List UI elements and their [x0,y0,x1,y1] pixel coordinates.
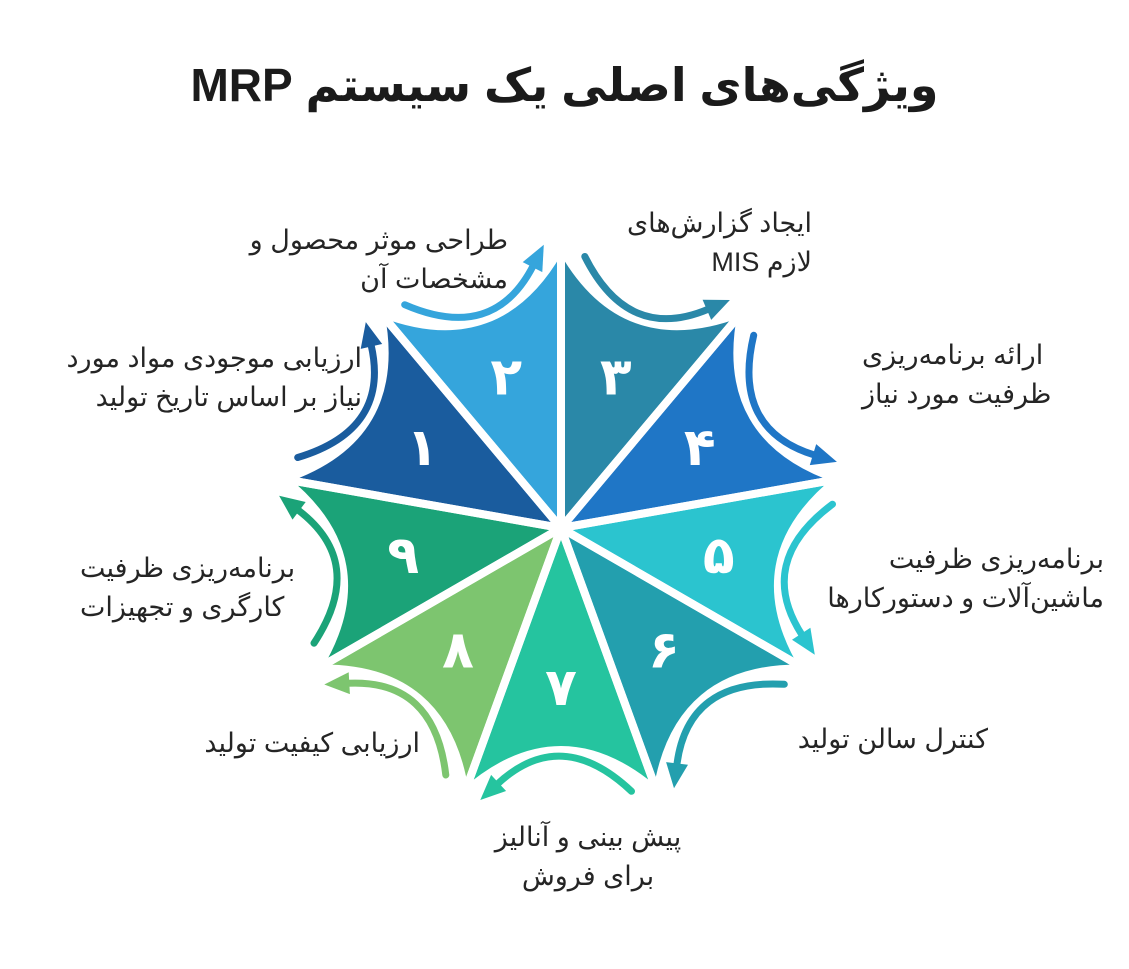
segment-number-8: ۸ [442,621,474,680]
label-line: برای فروش [521,861,655,891]
segment-number-5: ۵ [702,526,735,585]
label-line: کنترل سالن تولید [797,724,988,754]
label-line: برنامه‌ریزی ظرفیت [888,544,1104,574]
label-sales-forecast-analysis [448,818,728,896]
label-line: ارائه برنامه‌ریزی [862,340,1044,370]
segment-arrowhead-8 [324,672,350,694]
label-line: نیاز بر اساس تاریخ تولید [95,382,362,412]
label-line: ظرفیت مورد نیاز [862,379,1052,409]
page-title: ویژگی‌های اصلی یک سیستم MRP [190,59,939,111]
segment-number-6: ۶ [648,621,680,680]
label-line: ایجاد گزارش‌های [626,208,812,238]
segment-number-1: ۱ [406,418,439,477]
label-line: کارگری و تجهیزات [80,592,285,622]
label-product-design [250,221,508,299]
label-material-inventory-evaluation [67,339,362,417]
label-line: مشخصات آن [360,264,508,294]
label-line: پیش بینی و آنالیز [494,822,682,852]
label-labor-capacity-planning [80,549,295,627]
label-mis-reports [627,204,812,282]
label-shop-floor-control [798,720,988,759]
wheel-center [556,523,566,533]
label-required-capacity-planning [862,336,1051,414]
segment-arrowhead-6 [666,762,688,788]
segment-number-2: ۲ [490,348,523,407]
label-line: طراحی موثر محصول و [249,225,508,255]
label-production-quality-evaluation [204,724,420,763]
label-machine-capacity-planning [827,540,1104,618]
segment-arrowhead-4 [810,444,837,465]
segment-number-4: ۴ [683,418,716,477]
label-line: ارزیابی کیفیت تولید [204,728,420,758]
label-line: لازم MIS [711,247,812,277]
label-line: برنامه‌ریزی ظرفیت [80,553,296,583]
segment-number-7: ۷ [545,659,577,718]
segment-number-9: ۹ [387,526,420,585]
label-line: ماشین‌آلات و دستورکارها [827,583,1104,613]
segment-number-3: ۳ [599,348,632,407]
label-line: ارزیابی موجودی مواد مورد [66,343,362,373]
